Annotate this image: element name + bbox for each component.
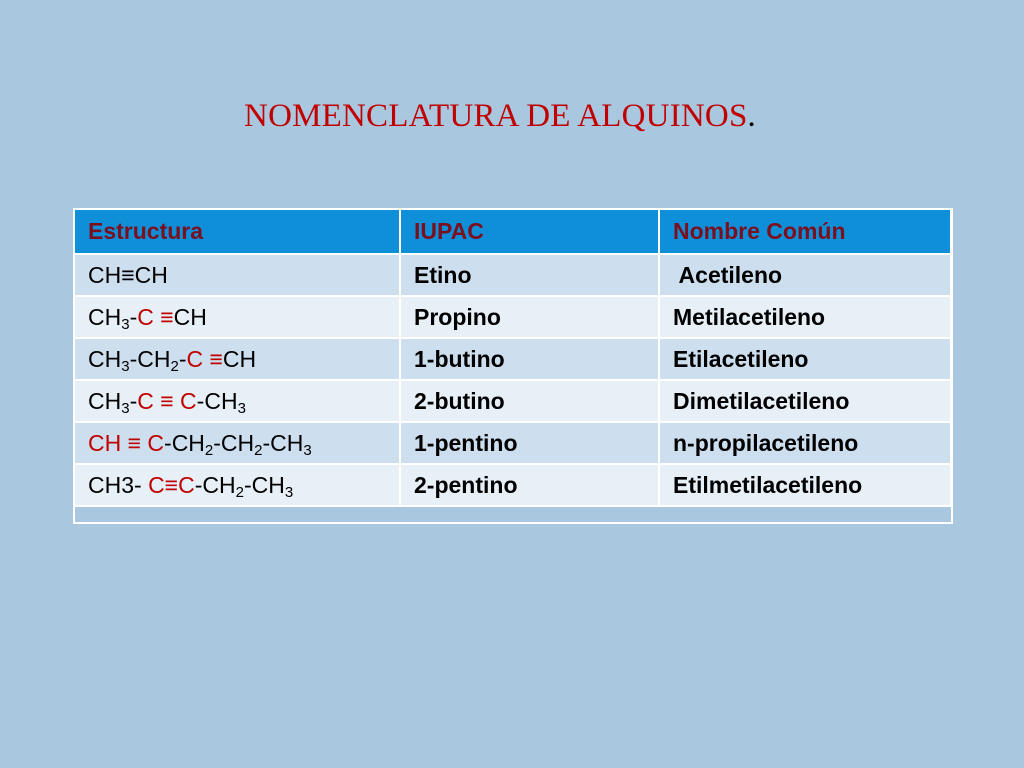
formula-triple-bond-segment: C ≡ [186, 345, 223, 372]
common-name-cell: n-propilacetileno [659, 422, 951, 464]
header-iupac: IUPAC [400, 210, 659, 254]
iupac-cell: 2-pentino [400, 464, 659, 506]
structure-cell [75, 464, 400, 506]
structure-cell [75, 338, 400, 380]
formula-segment: CH [173, 303, 207, 330]
iupac-cell: 2-butino [400, 380, 659, 422]
title-period: . [747, 98, 756, 134]
title-text: NOMENCLATURA DE ALQUINOS [244, 98, 748, 134]
formula-segment: CH [88, 303, 122, 330]
common-name-cell: Metilacetileno [659, 296, 951, 338]
table-row [75, 422, 951, 464]
formula-segment: CH [88, 387, 122, 414]
header-common-name: Nombre Común [659, 210, 951, 254]
formula-segment: - [129, 303, 138, 330]
formula-segment: -CH [196, 387, 238, 414]
formula-subscript: 2 [204, 441, 214, 459]
formula-subscript: 3 [284, 483, 294, 501]
header-structure: Estructura [75, 210, 400, 254]
table-row [75, 296, 951, 338]
formula-subscript: 3 [303, 441, 312, 459]
alkyne-nomenclature-table [75, 210, 952, 507]
common-name-cell: Etilacetileno [659, 338, 951, 380]
formula-segment: -CH [243, 471, 285, 498]
slide-title [0, 98, 1000, 135]
formula-segment: - [129, 387, 138, 414]
common-name-cell: Acetileno [659, 254, 951, 296]
common-name-cell: Dimetilacetileno [659, 380, 951, 422]
table-row [75, 254, 951, 296]
formula-triple-bond-segment: C ≡ C [137, 387, 197, 414]
formula-subscript: 3 [121, 357, 130, 375]
formula-segment: -CH [129, 345, 171, 372]
formula-segment: CH3- [88, 471, 149, 498]
formula-subscript: 3 [121, 399, 130, 417]
formula-segment: -CH [213, 429, 255, 456]
formula-subscript: 2 [235, 483, 244, 501]
formula-triple-bond-segment: C≡C [148, 471, 195, 498]
formula-triple-bond-segment: C ≡ [137, 303, 174, 330]
formula-segment: CH [88, 345, 122, 372]
formula-segment: -CH [262, 429, 304, 456]
iupac-cell: Etino [400, 254, 659, 296]
table-row [75, 380, 951, 422]
structure-cell [75, 254, 400, 296]
formula-segment: - [178, 345, 187, 372]
formula-segment: -CH [194, 471, 236, 498]
formula-segment: -CH [164, 429, 205, 456]
table-row [75, 464, 951, 506]
iupac-cell: 1-pentino [400, 422, 659, 464]
table-body [75, 254, 951, 506]
formula-segment: CH≡CH [88, 261, 168, 288]
iupac-cell: 1-butino [400, 338, 659, 380]
formula-subscript: 2 [254, 441, 263, 459]
formula-segment: CH [222, 345, 257, 372]
structure-cell [75, 380, 400, 422]
formula-subscript: 2 [170, 357, 179, 375]
iupac-cell: Propino [400, 296, 659, 338]
formula-subscript: 3 [121, 315, 130, 333]
common-name-cell: Etilmetilacetileno [659, 464, 951, 506]
table-row [75, 338, 951, 380]
structure-cell [75, 422, 400, 464]
formula-triple-bond-segment: CH ≡ C [88, 429, 165, 456]
structure-cell [75, 296, 400, 338]
formula-subscript: 3 [237, 399, 246, 417]
table-header-row [75, 210, 951, 254]
